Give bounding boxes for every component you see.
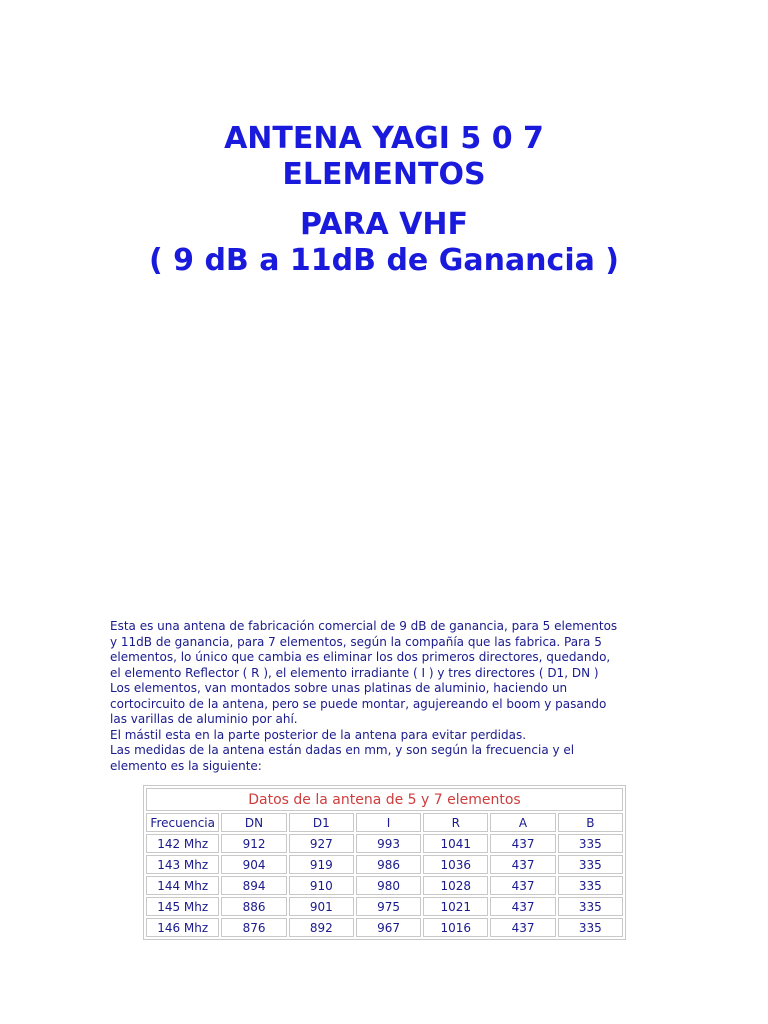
header-i: I [356,813,421,832]
description-line: Los elementos, van montados sobre unas platinas de aluminio, haciendo un [110,681,568,695]
description-line: El mástil esta en la parte posterior de la antena para evitar perdidas. [110,727,527,742]
title-line-2: ELEMENTOS [282,157,486,192]
table-cell: 919 [289,855,354,874]
table-row [146,918,623,937]
title-line-1: ANTENA YAGI 5 0 7 [224,121,544,156]
table-cell: 144 Mhz [146,876,219,895]
header-a: A [490,813,555,832]
table-row [146,834,623,853]
header-b: B [558,813,623,832]
table-caption-row [146,788,623,811]
table-cell: 437 [490,834,555,853]
table-cell: 886 [221,897,286,916]
header-frecuencia: Frecuencia [146,813,219,832]
header-d1: D1 [289,813,354,832]
subtitle-line-2: ( 9 dB a 11dB de Ganancia ) [148,243,620,278]
table-row [146,897,623,916]
table-cell: 967 [356,918,421,937]
table-cell: 335 [558,834,623,853]
table-cell: 975 [356,897,421,916]
table-cell: 437 [490,897,555,916]
table-cell: 980 [356,876,421,895]
description-line: las varillas de aluminio por ahí. [110,712,298,726]
table-cell: 927 [289,834,354,853]
header-dn: DN [221,813,286,832]
table-caption: Datos de la antena de 5 y 7 elementos [146,788,623,811]
table-cell: 146 Mhz [146,918,219,937]
table-cell: 912 [221,834,286,853]
table-cell: 1021 [423,897,488,916]
table-cell: 892 [289,918,354,937]
table-cell: 335 [558,918,623,937]
table-cell: 910 [289,876,354,895]
table-cell: 993 [356,834,421,853]
table-cell: 1028 [423,876,488,895]
table-header-row [146,813,623,832]
description-line: y 11dB de ganancia, para 7 elementos, según la compañía que las fabrica. Para 5 [110,634,602,649]
description-line: Esta es una antena de fabricación comercial de 9 dB de ganancia, para 5 elementos [110,619,618,633]
table-cell: 437 [490,855,555,874]
table-cell: 335 [558,897,623,916]
table-cell: 335 [558,855,623,874]
subtitle-line-1: PARA VHF [299,207,469,242]
table-row [146,855,623,874]
header-r: R [423,813,488,832]
description-line: el elemento Reflector ( R ), el elemento irradiante ( I ) y tres directores ( D1, DN ) [110,665,599,680]
table-cell: 335 [558,876,623,895]
table-cell: 437 [490,876,555,895]
table-cell: 145 Mhz [146,897,219,916]
antenna-data-table [143,785,626,940]
table-cell: 904 [221,855,286,874]
table-row [146,876,623,895]
table-cell: 1036 [423,855,488,874]
table-cell: 437 [490,918,555,937]
table-cell: 901 [289,897,354,916]
description-line: elemento es la siguiente: [110,758,262,773]
table-cell: 142 Mhz [146,834,219,853]
table-cell: 986 [356,855,421,874]
table-cell: 1041 [423,834,488,853]
table-cell: 876 [221,918,286,937]
table-cell: 1016 [423,918,488,937]
document-title [0,121,768,193]
table-cell: 143 Mhz [146,855,219,874]
table-cell: 894 [221,876,286,895]
document-subtitle [0,207,768,279]
description-line: Las medidas de la antena están dadas en mm, y son según la frecuencia y el [110,743,575,757]
description-line: elementos, lo único que cambia es eliminar los dos primeros directores, quedando, [110,650,611,664]
description-line: cortocircuito de la antena, pero se puede montar, agujereando el boom y pasando [110,696,607,711]
description-paragraph [110,619,670,774]
